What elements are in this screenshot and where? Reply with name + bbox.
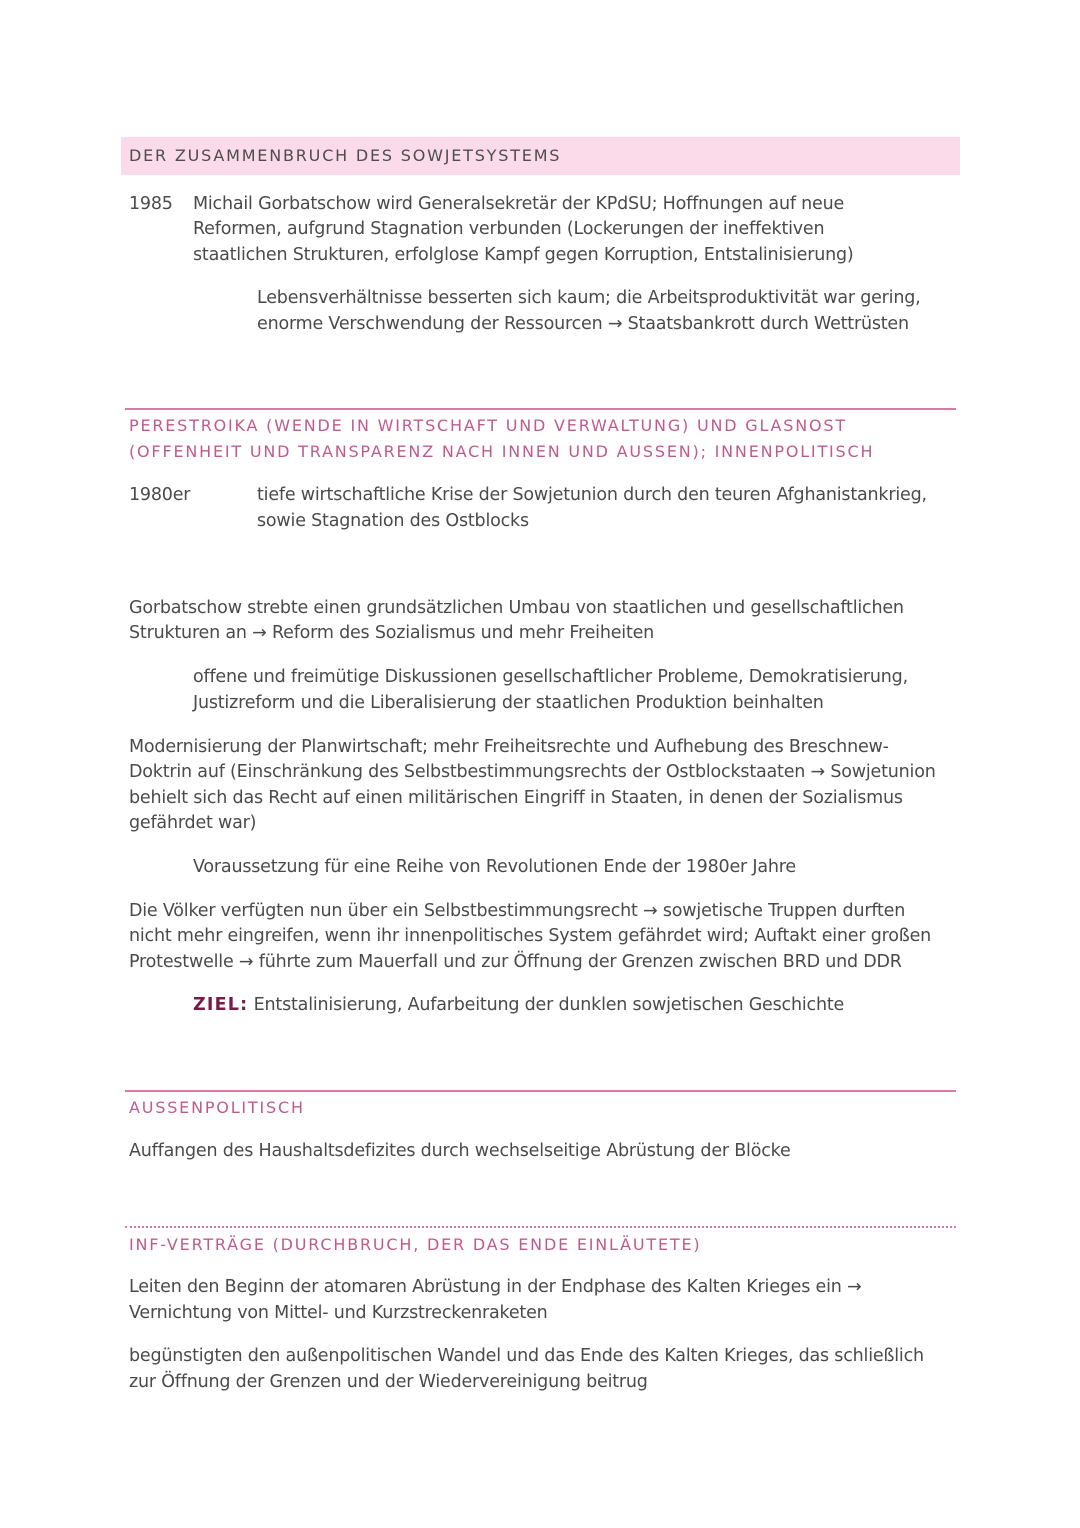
ziel-label: ZIEL: — [193, 995, 249, 1015]
section-title-zusammenbruch: DER ZUSAMMENBRUCH DES SOWJETSYSTEMS — [129, 146, 562, 165]
paragraph-line: Strukturen an → Reform des Sozialismus und mehr Freiheiten — [129, 623, 655, 643]
paragraph-line: Die Völker verfügten nun über ein Selbstbestimmungsrecht → sowjetische Truppen durften — [129, 901, 906, 921]
ziel-text: Entstalinisierung, Aufarbeitung der dunklen sowjetischen Geschichte — [248, 995, 845, 1015]
indented-line: Justizreform und die Liberalisierung der staatlichen Produktion beinhalten — [193, 693, 824, 713]
section-title-perestroika-line2: (OFFENHEIT UND TRANSPARENZ NACH INNEN UND AUSSEN); INNENPOLITISCH — [129, 442, 875, 461]
section-divider-dotted — [125, 1226, 956, 1228]
paragraph-line: tiefe wirtschaftliche Krise der Sowjetunion durch den teuren Afghanistankrieg, — [257, 485, 927, 505]
paragraph-line: gefährdet war) — [129, 813, 257, 833]
year-label-1985: 1985 — [129, 194, 173, 214]
paragraph-line: zur Öffnung der Grenzen und der Wiedervereinigung beitrug — [129, 1372, 648, 1392]
indented-line: offene und freimütige Diskussionen gesellschaftlicher Probleme, Demokratisierung, — [193, 667, 908, 687]
paragraph-line: begünstigten den außenpolitischen Wandel und das Ende des Kalten Krieges, das schließlich — [129, 1346, 924, 1366]
paragraph-line: staatlichen Strukturen, erfolglose Kampf gegen Korruption, Entstalinisierung) — [193, 245, 854, 265]
section-title-aussenpolitisch: AUSSENPOLITISCH — [129, 1098, 305, 1117]
paragraph-line: Gorbatschow strebte einen grundsätzlichen Umbau von staatlichen und gesellschaftlichen — [129, 598, 904, 618]
section-title-perestroika: PERESTROIKA (WENDE IN WIRTSCHAFT UND VERWALTUNG) UND GLASNOST — [129, 416, 847, 435]
paragraph-line: Vernichtung von Mittel- und Kurzstreckenraketen — [129, 1303, 548, 1323]
paragraph-line: Auffangen des Haushaltsdefizites durch wechselseitige Abrüstung der Blöcke — [129, 1141, 791, 1161]
year-label-1980er: 1980er — [129, 485, 191, 505]
section-divider — [125, 408, 956, 410]
paragraph-line: behielt sich das Recht auf einen militärischen Eingriff in Staaten, in denen der Sozialismus — [129, 788, 903, 808]
paragraph-line: Doktrin auf (Einschränkung des Selbstbestimmungsrechts der Ostblockstaaten → Sowjetunion — [129, 762, 936, 782]
paragraph-line: Leiten den Beginn der atomaren Abrüstung in der Endphase des Kalten Krieges ein → — [129, 1277, 862, 1297]
paragraph-line: Protestwelle → führte zum Mauerfall und zur Öffnung der Grenzen zwischen BRD und DDR — [129, 952, 902, 972]
paragraph-line: nicht mehr eingreifen, wenn ihr innenpolitisches System gefährdet wird; Auftakt einer großen — [129, 926, 932, 946]
indented-line: enorme Verschwendung der Ressourcen → Staatsbankrott durch Wettrüsten — [257, 314, 909, 334]
paragraph-line: Modernisierung der Planwirtschaft; mehr Freiheitsrechte und Aufhebung des Breschnew- — [129, 737, 889, 757]
paragraph-line: sowie Stagnation des Ostblocks — [257, 511, 529, 531]
indented-line: Lebensverhältnisse besserten sich kaum; die Arbeitsproduktivität war gering, — [257, 288, 921, 308]
ziel-line — [193, 993, 844, 1019]
indented-line: Voraussetzung für eine Reihe von Revolutionen Ende der 1980er Jahre — [193, 857, 796, 877]
section-title-inf-vertraege: INF-VERTRÄGE (DURCHBRUCH, DER DAS ENDE EINLÄUTETE) — [129, 1235, 702, 1254]
section-divider — [125, 1090, 956, 1092]
paragraph-line: Michail Gorbatschow wird Generalsekretär der KPdSU; Hoffnungen auf neue — [193, 194, 845, 214]
paragraph-line: Reformen, aufgrund Stagnation verbunden (Lockerungen der ineffektiven — [193, 219, 825, 239]
